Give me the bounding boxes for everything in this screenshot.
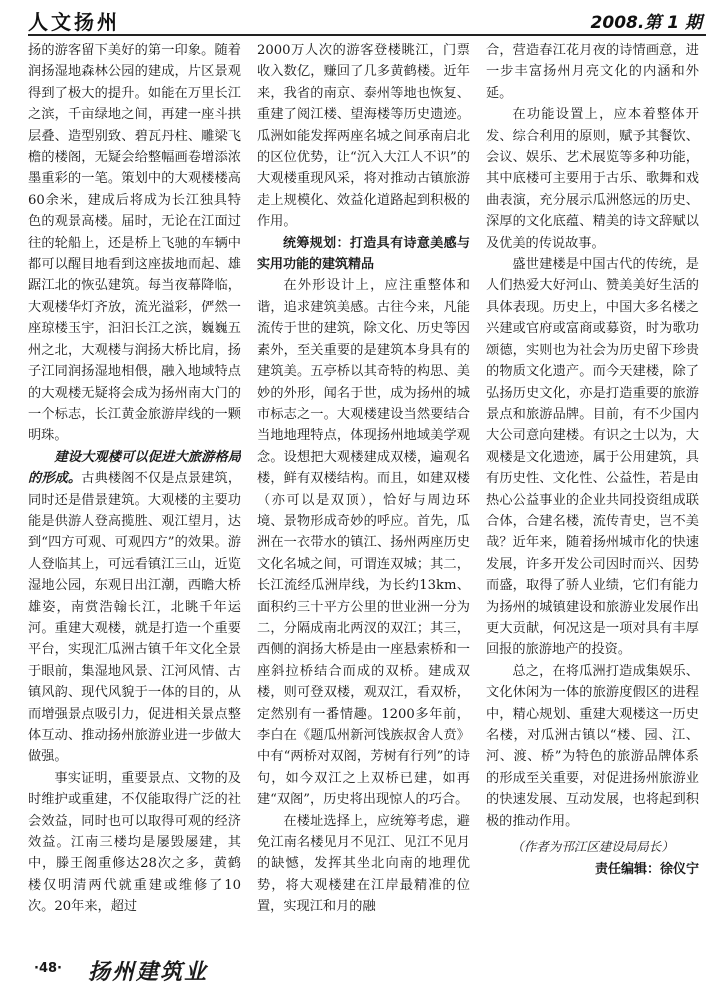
author-note: （作者为邗江区建设局局长） bbox=[511, 839, 674, 855]
text-column-1 bbox=[28, 40, 241, 940]
magazine-logo: 扬州建筑业 bbox=[88, 959, 209, 985]
section-subheading: 统筹规划：打造具有诗意美感与实用功能的建筑精品 bbox=[257, 235, 470, 273]
paragraph: 合，营造春江花月夜的诗情画意，进一步丰富扬州月亮文化的内涵和外延。 bbox=[486, 43, 699, 101]
paragraph: 事实证明，重要景点、文物的及时维护或重建，不仅能取得广泛的社会效益，同时也可以取得可观的经济效益。江南三楼均是屡毁屡建，其中，滕王阁重修达28次之多，黄鹤楼仅明清两代就重建或维修了10次。20年来，超过 bbox=[28, 770, 241, 915]
paragraph bbox=[28, 447, 241, 768]
page-number: ·48· bbox=[34, 961, 62, 976]
paragraph: 扬的游客留下美好的第一印象。随着润扬湿地森林公园的建成，片区景观得到了极大的提升。如能在万里长江之滨，千亩绿地之间，再建一座斗拱层叠、造型别致、碧瓦丹柱、雕梁飞檐的楼阁，无疑会给整幅画卷增添浓墨重彩的一笔。策划中的大观楼楼高60余米，建成后将成为长江独具特色的观景高楼。届时，无论在江面过往的轮船上，还是桥上飞驰的车辆中都可以醒目地看到这座拔地而起、雄踞江北的恢弘建筑。每当夜幕降临，大观楼华灯齐放，流光溢彩，俨然一座琼楼玉宇，汩汩长江之滨，巍巍五州之北，大观楼与润扬大桥比肩，扬子江同润扬湿地相偎，融入地域特点的大观楼无疑将会成为扬州南大门的一个标志，长江黄金旅游岸线的一颗明珠。 bbox=[28, 43, 241, 444]
paragraph-text: 古典楼阁不仅是点景建筑，同时还是借景建筑。大观楼的主要功能是供游人登高揽胜、观江望月，达到“四方可观、可观四方”的效果。游人登临其上，可远看镇江三山，近览湿地公园，东观日出江潮，西瞻大桥雄姿，南赏浩翰长江，北眺千年运河。重建大观楼，就是打造一个重要平台，实现汇瓜洲古镇千年文化全景于眼前，集湿地风景、江河风情、古镇风韵、现代风貌于一体的目的，从而增强景点吸引力，促进相关景点整体互动、推动扬州旅游业进一步做大做强。 bbox=[28, 471, 241, 765]
paragraph-lead: 建设大观楼可以促进大旅游格局的形成。 bbox=[28, 449, 241, 487]
paragraph: 在功能设置上，应本着整体开发、综合利用的原则，赋予其餐饮、会议、娱乐、艺术展览等多种功能，其中底楼可主要用于古乐、歌舞和戏曲表演，充分展示瓜洲悠远的历史、深厚的文化底蕴、精美的诗文辞赋以及优美的传说故事。 bbox=[486, 107, 699, 251]
issue-number: 2008.第 1 期 bbox=[590, 13, 702, 33]
text-column-3 bbox=[486, 40, 699, 940]
paragraph: 总之，在将瓜洲打造成集娱乐、文化休闲为一体的旅游度假区的进程中，精心规划、重建大观楼这一历史名楼，对瓜洲古镇以“楼、园、江、河、渡、桥”为特色的旅游品牌体系的形成至关重要，对促进扬州旅游业的快速发展、互动发展，也将起到积极的推动作用。 bbox=[486, 663, 699, 829]
page-footer bbox=[28, 955, 328, 985]
article-body bbox=[28, 40, 706, 940]
paragraph: 2000万人次的游客登楼眺江，门票收入数亿，赚回了几多黄鹤楼。近年来，我省的南京、泰州等地也恢复、重建了阅江楼、望海楼等历史遗迹。瓜洲如能发挥两座名城之间承南启北的区位优势，让“沉入大江人不识”的大观楼重现风采，将对推动古镇旅游走上规模化、效益化道路起到积极的作用。 bbox=[257, 43, 470, 230]
editor-credit: 责任编辑：徐仪宁 bbox=[594, 862, 699, 878]
paragraph: 在外形设计上，应注重整体和谐，追求建筑美感。古往今来，凡能流传于世的建筑，除文化、历史等因素外，至关重要的是建筑本身具有的建筑美。五亭桥以其奇特的构思、美妙的外形，闻名于世，成为扬州的城市标志之一。大观楼建设当然要结合当地地理特点，体现扬州地域美学观念。设想把大观楼建成双楼，遍观名楼，鲜有双楼结构。而且，如建双楼（亦可以是双顶），恰好与周边环境、景物形成奇妙的呼应。首先，瓜洲在一衣带水的镇江、扬州两座历史文化名城之间，可谓连双城；其二，长江流经瓜洲岸线，为长约13km、面积约三十平方公里的世业洲一分为二，分隔成南北两汊的双江；其三，西侧的润扬大桥是由一座悬索桥和一座斜拉桥结合而成的双桥。建成双楼，则可登双楼，观双江，看双桥，定然别有一番情趣。1200多年前，李白在《题瓜州新河饯族叔舍人贲》中有“两桥对双阁，芳树有行列”的诗句，如今双江之上双桥已建，如再建“双阁”，历史将出现惊人的巧合。 bbox=[257, 278, 470, 808]
page-header bbox=[28, 4, 706, 32]
section-title: 人文扬州 bbox=[28, 10, 120, 34]
paragraph: 盛世建楼是中国古代的传统，是人们热爱大好河山、赞美美好生活的具体表现。历史上，中国大多名楼之兴建或官府或富商或募资，时为歌功颂德，实则也为社会为历史留下珍贵的物质文化遗产。而今天建楼，除了弘扬历史文化，亦是打造重要的旅游景点和旅游品牌。目前，有不少国内大公司意向建楼。有识之士以为，大观楼是文化遗迹，属于公用建筑，具有历史性、文化性、公益性，若是由热心公益事业的企业共同投资组成联合体，合建名楼，流传青史，岂不美哉？近年来，随着扬州城市化的快速发展，许多开发公司因时而兴、因势而盛，取得了骄人业绩，它们有能力为扬州的城镇建设和旅游业发展作出更大贡献，何况这是一项对具有丰厚回报的旅游地产的投资。 bbox=[486, 257, 699, 658]
paragraph: 在楼址选择上，应统筹考虑，避免江南名楼见月不见江、见江不见月的缺憾，发挥其坐北向南的地理优势，将大观楼建在江岸最精准的位置，实现江和月的融 bbox=[257, 813, 470, 915]
text-column-2 bbox=[257, 40, 470, 940]
header-rule bbox=[28, 34, 706, 36]
